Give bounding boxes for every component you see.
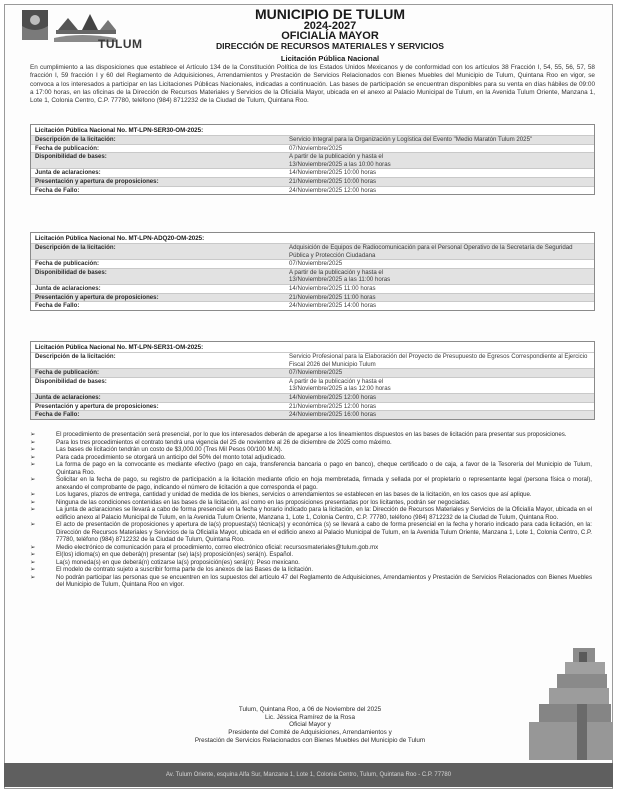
row-label: Fecha de Fallo:: [35, 302, 80, 310]
table-row: [31, 243, 594, 259]
row-label: Descripción de la licitación:: [35, 136, 116, 143]
row-value-line: 13/Noviembre/2025 a las 12:00 horas: [289, 385, 391, 393]
logo-wordmark: TULUM: [98, 37, 143, 51]
row-value: 07/Noviembre/2025: [289, 369, 343, 377]
row-value: Servicio Profesional para la Elaboración del Proyecto de Presupuesto de Egresos Correspondiente al Ejercicio Fiscal 2026 del Municipio Tulum: [289, 353, 588, 368]
row-label: Disponibilidad de bases:: [35, 153, 107, 161]
table-row: [31, 259, 594, 268]
row-value: 24/Noviembre/2025 16:00 horas: [289, 411, 377, 419]
table-row: [31, 377, 594, 393]
list-item: ➢ El procedimiento de presentación será presencial, por lo que los interesados deberán de apegarse a los lineamientos dispuestos en las bases de licitación para presentar sus proposiciones.: [30, 431, 567, 438]
list-item: ➢ Los lugares, plazos de entrega, cantidad y unidad de medida de los bienes, servicios o arrendamientos se establecen en las bases de la licitación, en los casos que así aplique.: [30, 491, 532, 498]
municipality-title: MUNICIPIO DE TULUM: [254, 6, 406, 22]
row-label: Fecha de publicación:: [35, 369, 99, 377]
row-label: Junta de aclaraciones:: [35, 169, 101, 177]
table-row: [31, 293, 594, 302]
row-value: 21/Noviembre/2025 11:00 horas: [289, 293, 376, 301]
table-row: [31, 368, 594, 377]
row-value-line: A partir de la publicación y hasta el: [289, 153, 384, 161]
signer-title: Prestación de Servicios Relacionados con Bienes Muebles del Municipio de Tulum: [194, 736, 426, 744]
list-item: ➢ La forma de pago en la convocante es mediante efectivo (pago en caja, transferencia bancaria o pago en banco), cheque certificado o de caja, a favor de la Tesorería del Municipio de Tulum, Quintana Roo.: [30, 461, 592, 476]
row-value: 21/Noviembre/2025 12:00 horas: [289, 402, 377, 410]
office-title: OFICIALÍA MAYOR: [281, 30, 379, 42]
row-label: Descripción de la licitación:: [35, 244, 116, 251]
list-item: ➢ Las bases de licitación tendrán un costo de $3,000.00 (Tres Mil Pesos 00/100 M.N).: [30, 446, 283, 453]
row-label: Fecha de publicación:: [35, 144, 99, 152]
row-label: Fecha de publicación:: [35, 260, 99, 268]
signer-title: Presidente del Comité de Adquisiciones, Arrendamientos y: [228, 729, 392, 737]
row-value: 24/Noviembre/2025 14:00 horas: [289, 302, 377, 310]
list-item: ➢ Solicitar en la fecha de pago, su registro de participación a la licitación mediante oficio en hoja membretada, firmada y sellada por el propietario o representante legal (persona física o moral), anexando el comprobante de pago, indicando el número de licitación a que corresponda el pago.: [30, 476, 592, 491]
row-value: 07/Noviembre/2025: [289, 144, 343, 152]
row-label: Descripción de la licitación:: [35, 353, 116, 360]
list-item: ➢ Medio electrónico de comunicación para el procedimiento, correo electrónico oficial: recursosmateriales@tulum.gob.mx: [30, 543, 379, 551]
row-label: Disponibilidad de bases:: [35, 377, 107, 385]
list-item: ➢ El acto de presentación de proposiciones y apertura de la(s) propuesta(s) técnica(s) y económica (s) se llevará a cabo de forma presencial en la fecha y horario indicado para cada licitación, en la: Dirección de Recursos Materiales y Servicios de la Oficialía Mayor, ubicada en el edificio anexo al Palacio Municipal de Tulum, en la Avenida Tulum Oriente, Manzana 1, Lote 1, Colonia Centro, C.P. 77780, teléfono (984) 8712232 de la Ciudad de Tulum, Quintana Roo.: [30, 521, 592, 543]
row-label: Junta de aclaraciones:: [35, 284, 101, 292]
arrow-bullet-icon: ➢: [30, 521, 36, 528]
tender-title: Licitación Pública Nacional No. MT-LPN-SER31-OM-2025:: [35, 344, 204, 351]
arrow-bullet-icon: ➢: [30, 498, 36, 506]
arrow-bullet-icon: ➢: [30, 446, 36, 453]
row-label: Fecha de Fallo:: [35, 186, 80, 194]
list-item: ➢ El modelo de contrato sujeto a suscribir forma parte de los anexos de las Bases de la licitación.: [30, 566, 314, 573]
footer-bar: Av. Tulum Oriente, esquina Alfa Sur, Manzana 1, Lote 1, Colonia Centro, Tulum, Quintana Roo - C.P. 77780: [4, 763, 613, 787]
arrow-bullet-icon: ➢: [30, 453, 36, 461]
arrow-bullet-icon: ➢: [30, 551, 36, 558]
table-row: [31, 352, 594, 368]
list-item: ➢ La(s) moneda(s) en que deberá(n) cotizarse la(s) proposición(es) será(n): Peso mexicano.: [30, 558, 300, 566]
table-row: [31, 393, 594, 402]
row-value: 07/Noviembre/2025: [289, 260, 343, 268]
list-item: ➢ Para los tres procedimientos el contrato tendrá una vigencia del 25 de noviembre al 26 de diciembre de 2025 como máximo.: [30, 438, 392, 446]
row-value: [285, 269, 594, 284]
arrow-bullet-icon: ➢: [30, 558, 36, 566]
table-row: [31, 177, 594, 186]
signer-title: Oficial Mayor y: [289, 721, 331, 729]
list-item: ➢ El(los) idioma(s) en que deberá(n) presentar (se) la(s) proposición(es) será(n). Español.: [30, 551, 294, 558]
row-value: Servicio Integral para la Organización y Logística del Evento "Medio Maratón Tulum 2025": [289, 136, 533, 143]
row-label: Junta de aclaraciones:: [35, 393, 101, 401]
row-value-line: A partir de la publicación y hasta el: [289, 377, 384, 385]
place-date: Tulum, Quintana Roo, a 06 de Noviembre del 2025: [238, 706, 382, 713]
row-value: 21/Noviembre/2025 10:00 horas: [289, 177, 377, 185]
conditions-list: [30, 431, 592, 589]
row-label: Presentación y apertura de proposiciones:: [35, 293, 159, 301]
arrow-bullet-icon: ➢: [30, 431, 36, 438]
row-value: Adquisición de Equipos de Radiocomunicación para el Personal Operativo de la Secretaría de Seguridad Pública y Protección Ciudadana: [289, 244, 573, 259]
table-row: [31, 301, 594, 310]
row-value-line: A partir de la publicación y hasta el: [289, 268, 384, 276]
administration-period: 2024-2027: [303, 20, 357, 32]
arrow-bullet-icon: ➢: [30, 461, 36, 468]
row-label: Disponibilidad de bases:: [35, 268, 107, 276]
list-item: ➢ Ninguna de las condiciones contenidas en las bases de la licitación, así como en las proposiciones presentadas por los licitantes, podrán ser negociadas.: [30, 498, 471, 506]
row-value-line: 13/Noviembre/2025 a las 10:00 horas: [289, 160, 391, 168]
row-value: [285, 153, 594, 168]
tender-title: Licitación Pública Nacional No. MT-LPN-ADQ20-OM-2025:: [35, 235, 205, 242]
row-label: Presentación y apertura de proposiciones:: [35, 402, 159, 410]
list-item: ➢ No podrán participar las personas que se encuentren en los supuestos del artículo 47 del Reglamento de Adquisiciones, Arrendamientos y Prestación de Servicios Relacionados con Bienes Muebles del Municipio de Tulum, Quintana Roo en vigor.: [30, 573, 592, 588]
tender-title: Licitación Pública Nacional No. MT-LPN-SER30-OM-2025:: [35, 127, 204, 134]
signature-block: [130, 706, 490, 745]
arrow-bullet-icon: ➢: [30, 476, 36, 483]
table-row: [31, 284, 594, 293]
row-label: Presentación y apertura de proposiciones:: [35, 177, 159, 185]
pyramid-illustration: [527, 642, 613, 760]
row-value: 14/Noviembre/2025 12:00 horas: [289, 393, 377, 401]
tender-table: [30, 341, 595, 420]
arrow-bullet-icon: ➢: [30, 566, 36, 573]
arrow-bullet-icon: ➢: [30, 573, 36, 581]
row-value-line: 13/Noviembre/2025 a las 11:00 horas: [289, 276, 391, 284]
list-item: ➢ La junta de aclaraciones se llevará a cabo de forma presencial en la fecha y horario indicado para la licitación, en la: Dirección de Recursos Materiales y Servicios de la Oficialía Mayor, ubicada en el edificio anexo al Palacio Municipal de Tulum, en la Avenida Tulum Oriente, Manzana 1, Lote 1, Colonia Centro, C.P. 77780, teléfono (984) 8712232 de la Ciudad de Tulum, Quintana Roo.: [30, 506, 592, 521]
tender-table: [30, 232, 595, 311]
row-value: 14/Noviembre/2025 11:00 horas: [289, 284, 376, 292]
table-row: [31, 135, 594, 144]
arrow-bullet-icon: ➢: [30, 543, 36, 551]
signer-name: Lic. Jéssica Ramírez de la Rosa: [265, 713, 355, 721]
table-row: [31, 410, 594, 419]
tender-table: [30, 124, 595, 195]
table-row: [31, 268, 594, 284]
table-row: [31, 402, 594, 411]
table-row: [31, 186, 594, 195]
intro-paragraph: En cumplimiento a las disposiciones que establece el Artículo 134 de la Constitución Política de los Estados Unidos Mexicanos y de conformidad con los artículos 38 Fracción I, 54, 55, 56, 57, 58 fracción I, 59 fracción I y 60 del Reglamento de Adquisiciones, Arrendamientos y Prestación de Servicios Relacionados con Bienes Muebles del Municipio de Tulum, Quintana Roo en vigor, se convoca a los interesados a participar en las Licitaciones Públicas Nacionales, indicadas a continuación. Las bases de participación se encuentran disponibles para su venta en días hábiles de 09:00 a 17:00 horas, en las oficinas de la Dirección de Recursos Materiales y Servicios de la Oficialía Mayor, ubicada en el anexo al Palacio Municipal de Tulum, en la Avenida Tulum Oriente, Manzana 1, Lote 1, Colonia Centro, C.P. 77780, teléfono (984) 8712232 de la Ciudad de Tulum, Quintana Roo.: [30, 64, 595, 105]
arrow-bullet-icon: ➢: [30, 491, 36, 498]
arrow-bullet-icon: ➢: [30, 506, 36, 513]
direction-title: DIRECCIÓN DE RECURSOS MATERIALES Y SERVICIOS: [215, 41, 445, 51]
arrow-bullet-icon: ➢: [30, 438, 36, 446]
row-value: [285, 378, 594, 393]
table-row: [31, 144, 594, 153]
table-row: [31, 168, 594, 177]
row-value: 24/Noviembre/2025 12:00 horas: [289, 186, 377, 194]
notice-type: Licitación Pública Nacional: [280, 54, 380, 63]
list-item: ➢ Para cada procedimiento se otorgará un anticipo del 50% del monto total adjudicado.: [30, 453, 286, 461]
table-row: [31, 152, 594, 168]
row-value: 14/Noviembre/2025 10:00 horas: [289, 169, 377, 177]
row-label: Fecha de Fallo:: [35, 411, 80, 419]
